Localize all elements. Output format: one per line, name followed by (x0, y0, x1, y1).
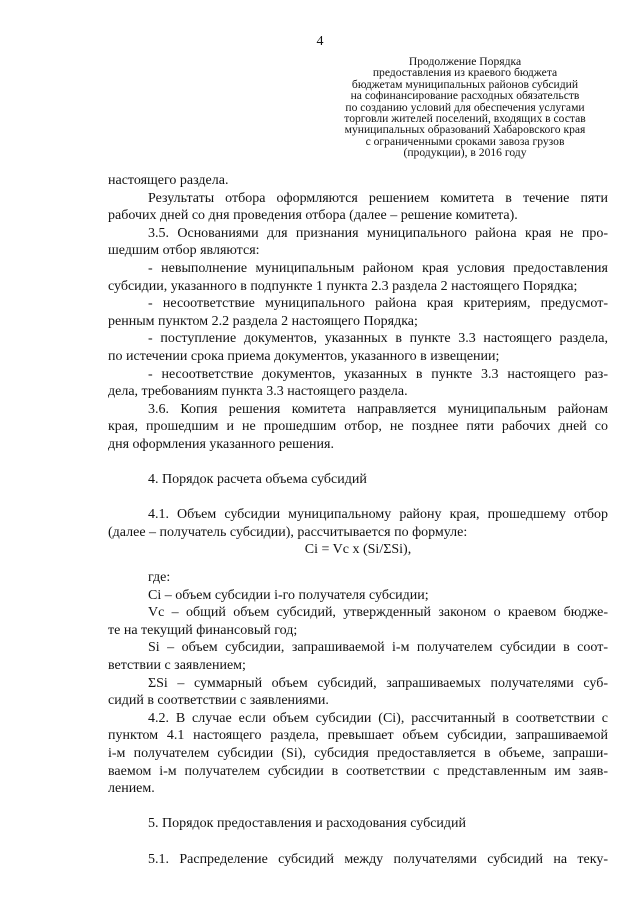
header-line: на софинансирование расходных обязательств (350, 89, 580, 103)
definition-line: Ci – объем субсидии i-го получателя субсидии; (148, 587, 429, 603)
paragraph-line: - невыполнение муниципальным районом края условия предоставления (148, 260, 608, 276)
header-line: Продолжение Порядка (408, 55, 522, 68)
formula: Ci = Vc x (Si/ΣSi), (304, 542, 412, 558)
paragraph-line: 4.1. Объем субсидии муниципальному району края, прошедшему отбор (148, 507, 608, 523)
paragraph-line: 3.5. Основаниями для признания муниципального района края не про- (148, 225, 608, 241)
header-line: торговли жителей поселений, входящих в состав (344, 112, 586, 126)
paragraph-line: ваемом i-м получателем субсидии в соответствии с представленным им заяв- (108, 763, 608, 779)
document-body (108, 172, 608, 868)
paragraph-line: дня оформления указанного решения. (108, 436, 334, 452)
definition-line: Vc – общий объем субсидий, утвержденный законом о краевом бюдже- (148, 605, 608, 621)
paragraph-line: пунктом 4.1 настоящего раздела, превышает объем субсидии, запрашиваемой (108, 728, 608, 744)
document-header (300, 56, 630, 159)
paragraph-line: края, прошедшим и не прошедшим отбор, не позднее пяти рабочих дней со (108, 419, 608, 435)
paragraph-line: лением. (108, 781, 155, 797)
paragraph-line: Результаты отбора оформляются решением комитета в течение пяти (148, 190, 608, 206)
paragraph-line: 5.1. Распределение субсидий между получателями субсидий на теку- (148, 851, 608, 867)
header-line: с ограниченными сроками завоза грузов (365, 134, 565, 148)
section-heading: 5. Порядок предоставления и расходования субсидий (148, 816, 467, 832)
page-number: 4 (316, 34, 324, 49)
paragraph-line: настоящего раздела. (108, 173, 229, 188)
paragraph-line: дела, требованиям пункта 3.3 настоящего раздела. (108, 384, 408, 400)
definition-line: те на текущий финансовый год; (108, 622, 298, 638)
paragraph-line: рабочих дней со дня проведения отбора (далее – решение комитета). (108, 208, 518, 224)
definition-line: ветствии с заявлением; (108, 658, 246, 674)
paragraph-line: - несоответствие документов, указанных в пункте 3.3 настоящего раз- (148, 366, 608, 382)
definition-line: сидий в соответствии с заявлениями. (108, 693, 329, 709)
paragraph-line: 3.6. Копия решения комитета направляется муниципальным районам (148, 401, 608, 417)
definition-line: ΣSi – суммарный объем субсидий, запрашиваемых получателями суб- (148, 675, 608, 691)
section-heading: 4. Порядок расчета объема субсидий (148, 472, 367, 488)
paragraph-line: i-м получателем субсидии (Si), субсидия предоставляется в объеме, запраши- (108, 746, 608, 761)
paragraph-line: шедшим отбор являются: (108, 243, 260, 259)
header-line: предоставления из краевого бюджета (372, 66, 558, 80)
paragraph-line: субсидии, указанного в подпункте 1 пункта 2.3 раздела 2 настоящего Порядка; (108, 278, 578, 294)
paragraph-line: по истечении срока приема документов, указанного в извещении; (108, 348, 500, 364)
definition-line: Si – объем субсидии, запрашиваемой i-м получателем субсидии в соот- (148, 640, 608, 656)
header-line: по созданию условий для обеспечения услугами (345, 100, 585, 114)
formula-where: где: (148, 570, 171, 586)
paragraph-line: (далее – получатель субсидии), рассчитывается по формуле: (108, 524, 468, 540)
paragraph-line: - несоответствие муниципального района края критериям, предусмот- (148, 296, 608, 312)
paragraph-line: - поступление документов, указанных в пункте 3.3 настоящего раздела, (148, 331, 608, 347)
header-line: муниципальных образований Хабаровского края (344, 123, 586, 137)
header-line: (продукции), в 2016 году (403, 146, 527, 160)
header-line: бюджетам муниципальных районов субсидий (351, 77, 579, 91)
paragraph-line: 4.2. В случае если объем субсидии (Ci), рассчитанный в соответствии с (148, 710, 608, 726)
paragraph-line: ренным пунктом 2.2 раздела 2 настоящего Порядка; (108, 313, 418, 329)
